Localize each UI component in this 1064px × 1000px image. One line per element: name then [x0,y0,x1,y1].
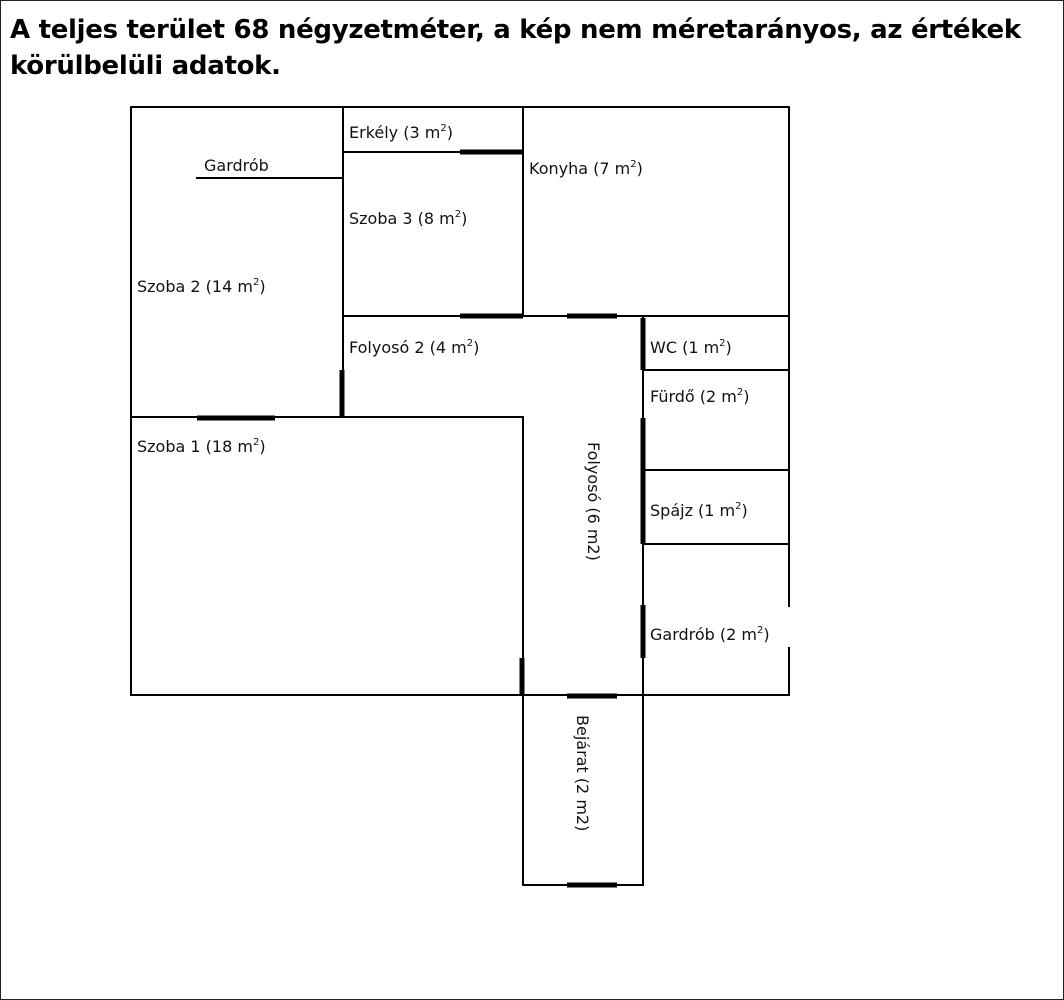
label-szoba-2: Szoba 2 (14 $m^2$) [137,277,266,296]
label-folyoso-2: Folyosó 2 (4 $m^2$) [349,338,480,357]
label-konyha: Konyha (7 $m^2$) [529,159,643,178]
label-spajz: Spájz (1 $m^2$) [650,501,748,520]
wall-gap [786,607,792,647]
label-szoba-3: Szoba 3 (8 $m^2$) [349,209,468,228]
label-wc: WC (1 $m^2$) [650,338,732,357]
page-title: A teljes terület 68 négyzetméter, a kép nem méretarányos, az értékek körülbelüli adatok. [10,15,1021,81]
label-folyoso: Folyosó (6 m2) [584,442,603,561]
label-gardrob-right: Gardrób (2 $m^2$) [650,625,770,644]
walls [131,107,789,885]
label-erkely: Erkély (3 $m^2$) [349,123,453,142]
label-furdo: Fürdő (2 $m^2$) [650,387,750,406]
label-gardrob-top: Gardrób [204,156,269,175]
outer-wall [131,107,789,885]
label-szoba-1: Szoba 1 (18 $m^2$) [137,437,266,456]
room-labels [137,123,770,831]
label-bejarat: Bejárat (2 m2) [573,715,592,832]
